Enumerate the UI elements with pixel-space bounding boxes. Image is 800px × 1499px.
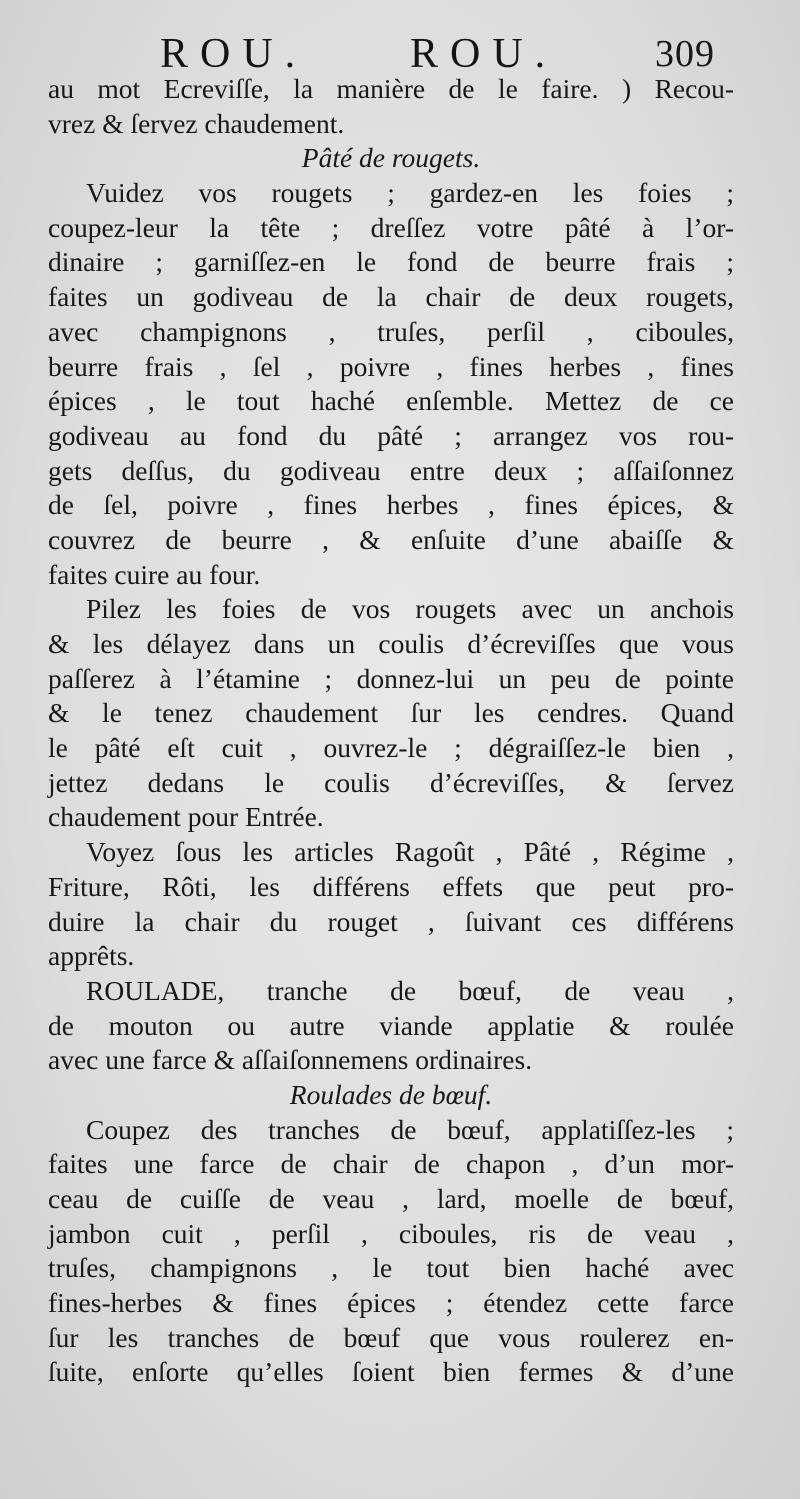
text-line: faites cuire au four.: [48, 558, 261, 590]
text-line: vrez & ſervez chaudement.: [48, 107, 345, 139]
text-line: Pilez les foies de vos rougets avec un anchois: [86, 593, 734, 625]
text-line: jambon cuit , perſil , ciboules, ris de veau ,: [48, 1217, 734, 1249]
text-line: faites une farce de chair de chapon , d’un mor-: [48, 1148, 734, 1180]
text-line: de ſel, poivre , fines herbes , fines épices, &: [48, 489, 734, 521]
text-line: Vuidez vos rougets ; gardez-en les foies ;: [86, 177, 734, 209]
text-line: duire la chair du rouget , ſuivant ces différens: [48, 905, 734, 937]
text-line: godiveau au fond du pâté ; arrangez vos rou-: [48, 419, 734, 451]
text-line: ROULADE, tranche de bœuf, de veau ,: [86, 974, 734, 1006]
text-line: beurre frais , ſel , poivre , fines herbes , fines: [48, 350, 734, 382]
page-number: 309: [655, 33, 715, 75]
text-line: & les délayez dans un coulis d’écreviſſes que vous: [48, 628, 734, 659]
running-header: [0, 30, 800, 78]
body-text: [48, 72, 734, 1390]
text-line: paſſerez à l’étamine ; donnez-lui un peu de pointe: [48, 662, 734, 694]
text-line: avec champignons , truſes, perſil , ciboules,: [48, 315, 734, 347]
text-line: truſes, champignons , le tout bien haché avec: [48, 1252, 734, 1284]
header-right-word: ROU.: [410, 31, 558, 77]
text-line: chaudement pour Entrée.: [48, 801, 324, 833]
text-line: Coupez des tranches de bœuf, applatiſſez-les ;: [86, 1113, 734, 1145]
text-line: apprêts.: [48, 940, 135, 972]
text-line: gets deſſus, du godiveau entre deux ; aſſaiſonnez: [48, 454, 734, 486]
text-line: jettez dedans le coulis d’écreviſſes, & ſervez: [48, 766, 734, 798]
text-line: de mouton ou autre viande applatie & roulée: [48, 1009, 734, 1041]
text-line: coupez-leur la tête ; dreſſez votre pâté à l’or-: [48, 211, 734, 243]
text-line: fines-herbes & fines épices ; étendez cette farce: [48, 1287, 734, 1319]
text-line: & le tenez chaudement ſur les cendres. Quand: [48, 697, 734, 729]
text-line: ſuite, enſorte qu’elles ſoient bien fermes & d’une: [48, 1356, 734, 1388]
text-line: ceau de cuiſſe de veau , lard, moelle de bœuf,: [48, 1183, 734, 1214]
text-line: Friture, Rôti, les différens effets que peut pro-: [48, 870, 734, 902]
text-line: avec une farce & aſſaiſonnemens ordinaires.: [48, 1044, 533, 1076]
text-line: faites un godiveau de la chair de deux rougets,: [48, 281, 734, 313]
text-line: au mot Ecreviſſe, la manière de le faire. ) Recou-: [48, 73, 734, 104]
header-left-word: ROU.: [160, 31, 308, 77]
text-line: ſur les tranches de bœuf que vous roulerez en-: [48, 1321, 734, 1353]
section-title: Pâté de rougets.: [301, 142, 481, 174]
text-line: dinaire ; garniſſez-en le fond de beurre frais ;: [48, 246, 734, 278]
section-title: Roulades de bœuf.: [289, 1078, 493, 1110]
text-line: épices , le tout haché enſemble. Mettez de ce: [48, 385, 734, 417]
text-line: Voyez ſous les articles Ragoût , Pâté , Régime ,: [86, 836, 734, 868]
text-line: le pâté eſt cuit , ouvrez-le ; dégraiſſez-le bien ,: [48, 732, 734, 764]
text-line: couvrez de beurre , & enſuite d’une abaiſſe &: [48, 523, 734, 555]
